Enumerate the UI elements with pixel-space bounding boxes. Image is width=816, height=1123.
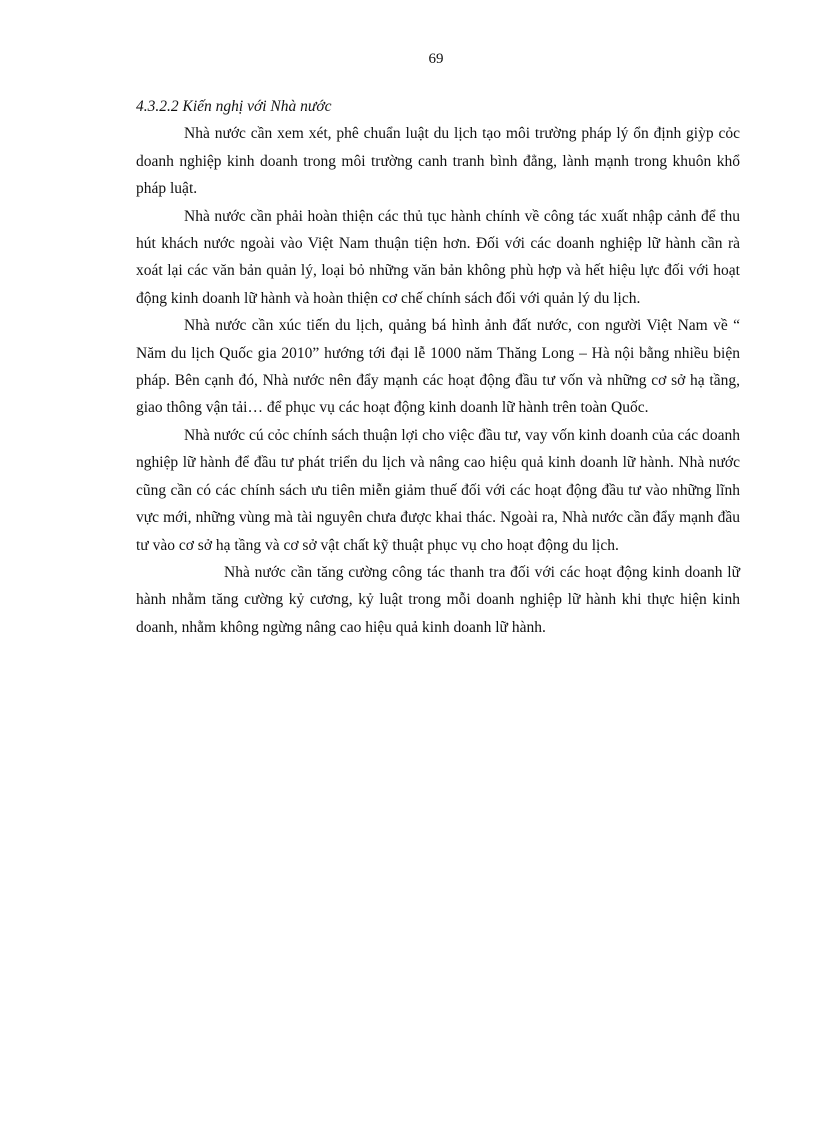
- paragraph-4: Nhà nước cú cỏc chính sách thuận lợi cho việc đầu tư, vay vốn kinh doanh của các doanh nghiệp lữ hành để đầu tư phát triển du lịch và nâng cao hiệu quả kinh doanh lữ hành. Nhà nước cũng cần có các chính sách ưu tiên miễn giảm thuế đối với các hoạt động đầu tư vào những lĩnh vực mới, những vùng mà tài nguyên chưa được khai thác. Ngoài ra, Nhà nước cần đẩy mạnh đầu tư vào cơ sở hạ tầng và cơ sở vật chất kỹ thuật phục vụ cho hoạt động du lịch.: [136, 426, 740, 554]
- page-number: 69: [428, 51, 444, 67]
- paragraph-5: Nhà nước cần tăng cường công tác thanh tra đối với các hoạt động kinh doanh lữ hành nhằm tăng cường kỷ cương, kỷ luật trong mỗi doanh nghiệp lữ hành khi thực hiện kinh doanh, nhằm không ngừng nâng cao hiệu quả kinh doanh lữ hành.: [136, 563, 740, 636]
- paragraph-3: Nhà nước cần xúc tiến du lịch, quảng bá hình ảnh đất nước, con người Việt Nam về “ Năm du lịch Quốc gia 2010” hướng tới đại lễ 1000 năm Thăng Long – Hà nội bằng nhiều biện pháp. Bên cạnh đó, Nhà nước nên đẩy mạnh các hoạt động đầu tư vốn và những cơ sở hạ tầng, giao thông vận tải… để phục vụ các hoạt động kinh doanh lữ hành trên toàn Quốc.: [136, 317, 740, 417]
- section-heading: 4.3.2.2 Kiến nghị với Nhà nước: [136, 98, 332, 115]
- document-body: [136, 93, 740, 641]
- paragraph-1: Nhà nước cần xem xét, phê chuẩn luật du lịch tạo môi trường pháp lý ổn định giỳp cỏc doanh nghiệp kinh doanh trong môi trường canh tranh bình đẳng, lành mạnh trong khuôn khổ pháp luật.: [136, 125, 740, 198]
- paragraph-2: Nhà nước cần phải hoàn thiện các thủ tục hành chính về công tác xuất nhập cảnh để thu hút khách nước ngoài vào Việt Nam thuận tiện hơn. Đối với các doanh nghiệp lữ hành cần rà xoát lại các văn bản quản lý, loại bỏ những văn bản không phù hợp và hết hiệu lực đối với hoạt động kinh doanh lữ hành và hoàn thiện cơ chế chính sách đối với quản lý du lịch.: [136, 207, 740, 307]
